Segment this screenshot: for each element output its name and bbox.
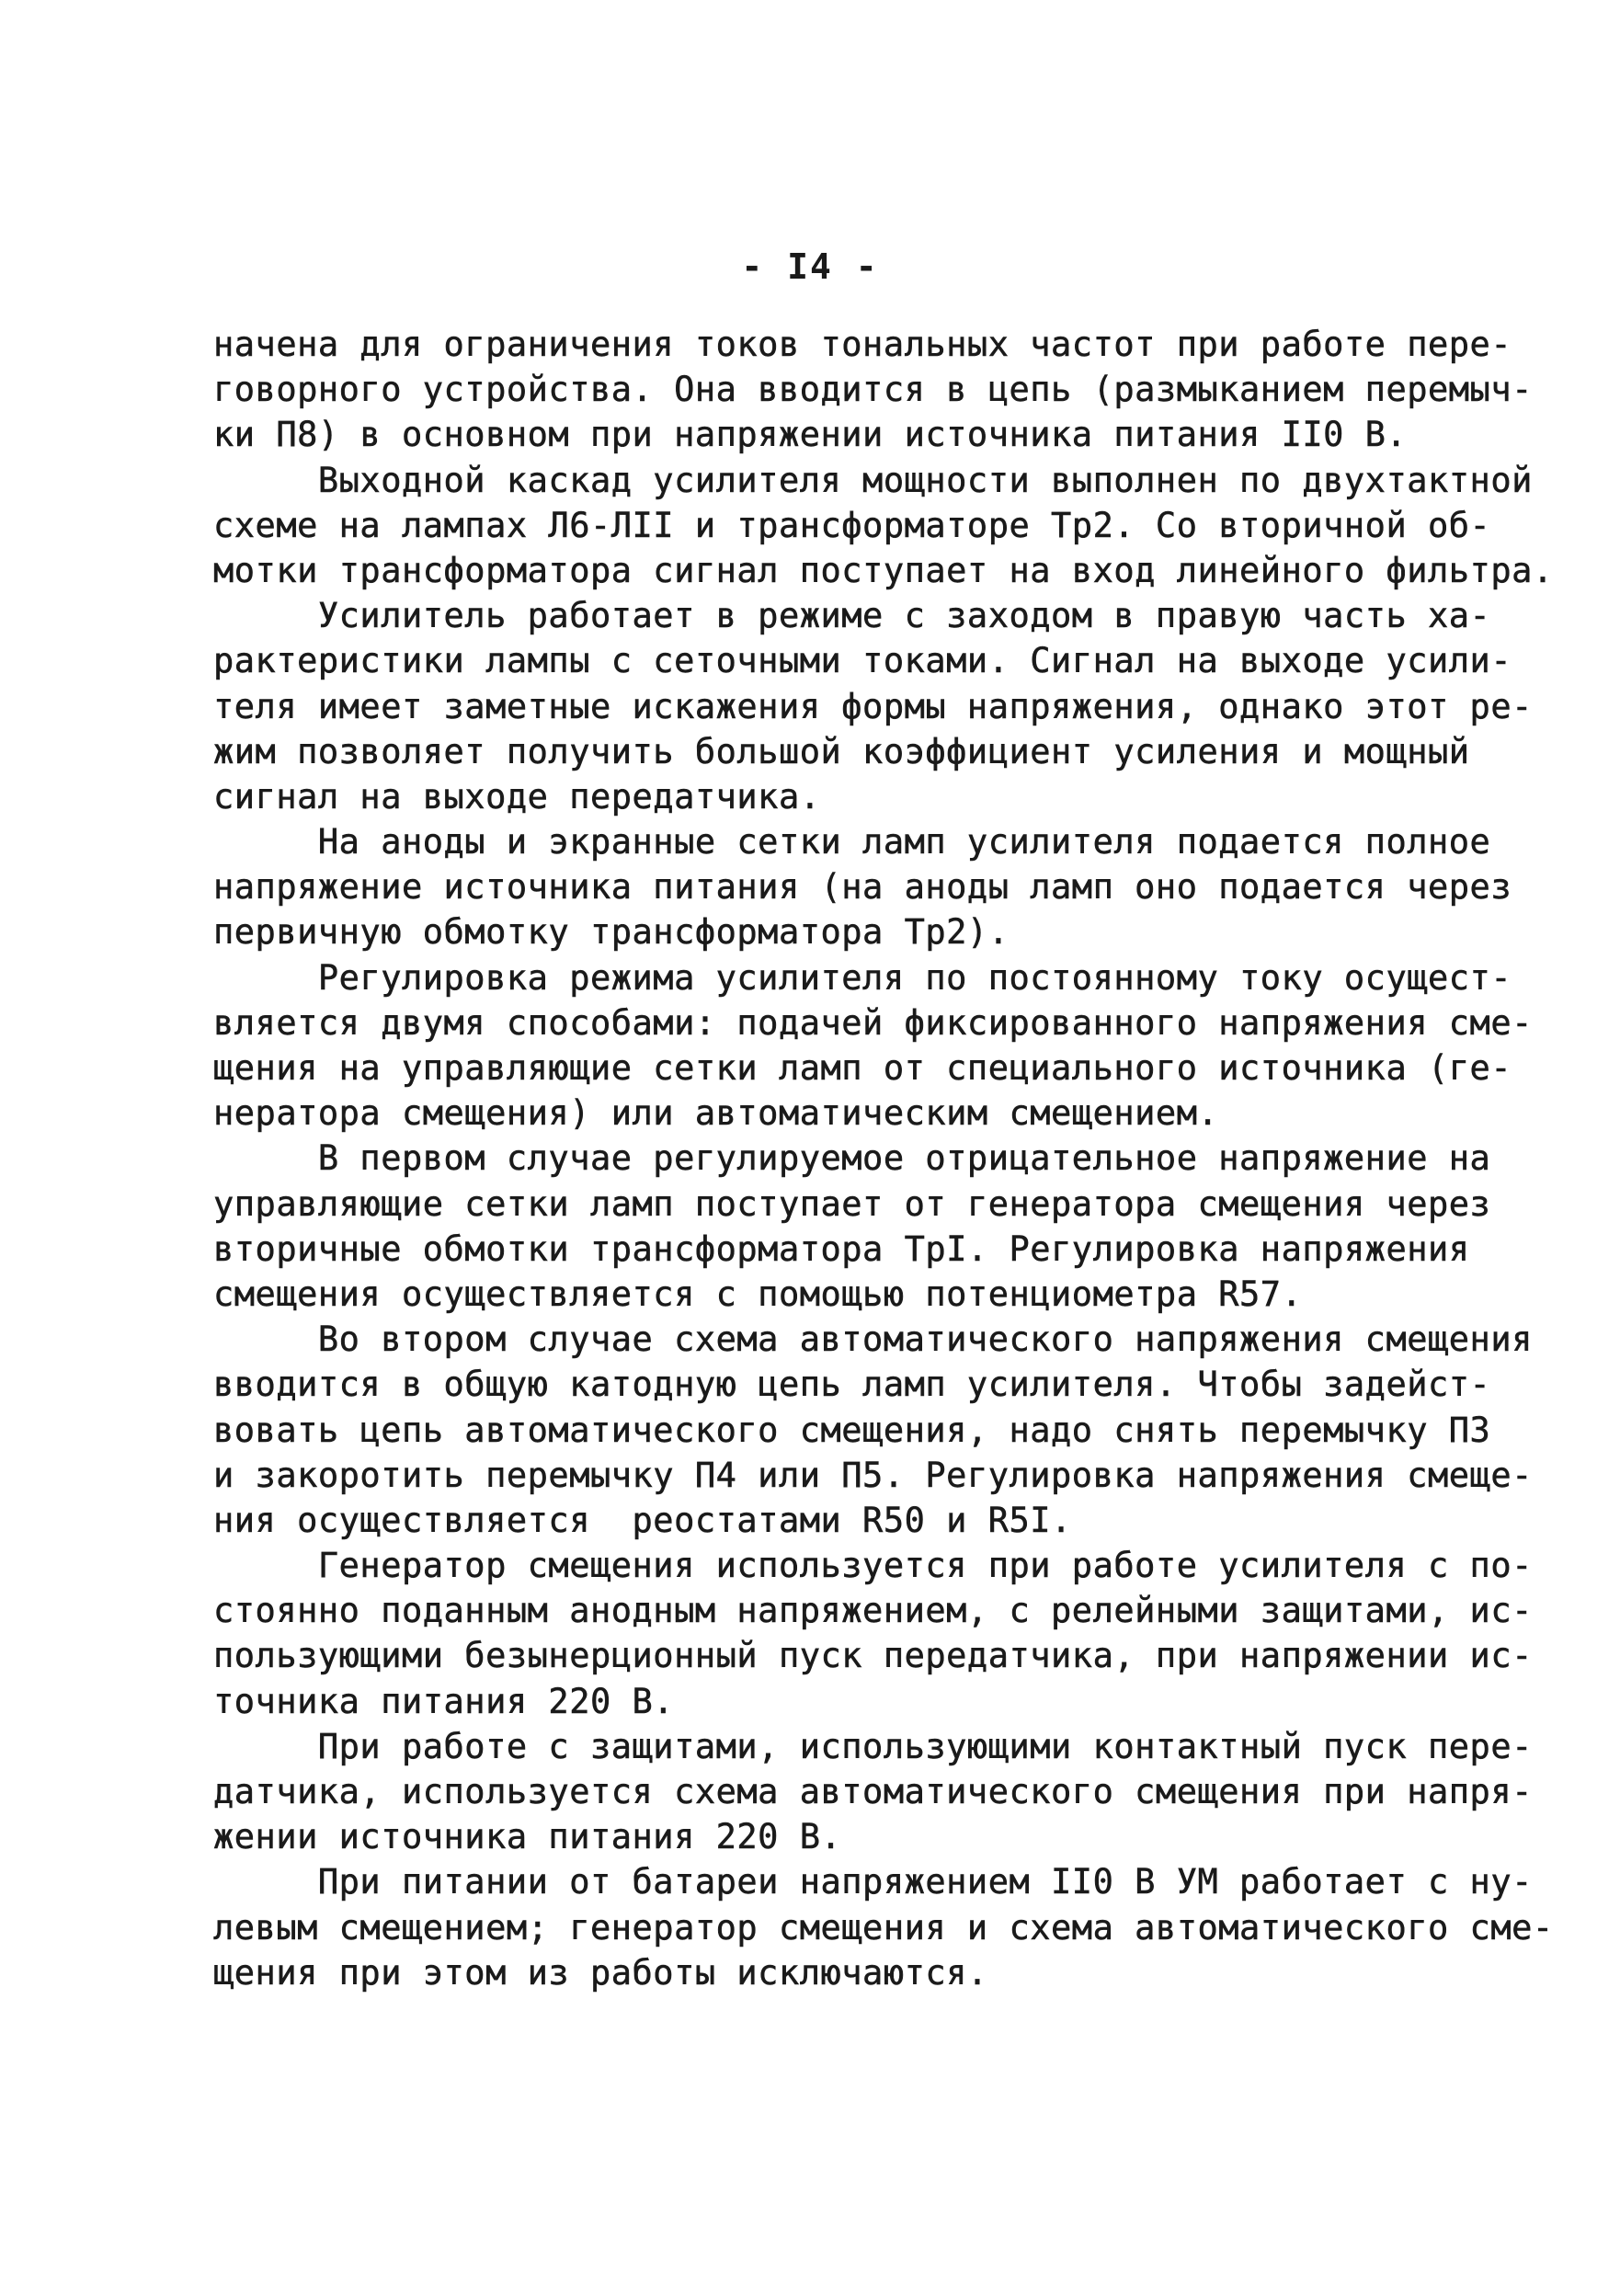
- text-line: и закоротить перемычку П4 или П5. Регулировка напряжения смеще-: [213, 1455, 1533, 1495]
- text-line: левым смещением; генератор смещения и схема автоматического сме-: [213, 1907, 1554, 1948]
- text-line: теля имеет заметные искажения формы напряжения, однако этот ре-: [213, 686, 1533, 726]
- text-line: первичную обмотку трансформатора Тр2).: [213, 912, 1010, 953]
- text-line: ки П8) в основном при напряжении источника питания II0 В.: [213, 415, 1408, 455]
- text-line: Выходной каскад усилителя мощности выполнен по двухтактной: [213, 460, 1533, 500]
- text-line: точника питания 220 В.: [213, 1681, 675, 1721]
- text-line: датчика, используется схема автоматического смещения при напря-: [213, 1772, 1533, 1811]
- text-line: В первом случае регулируемое отрицательное напряжение на: [213, 1138, 1491, 1179]
- text-line: мотки трансформатора сигнал поступает на вход линейного фильтра.: [213, 550, 1554, 590]
- text-line: щения на управляющие сетки ламп от специального источника (ге-: [213, 1048, 1512, 1088]
- text-line: При работе с защитами, использующими контактный пуск пере-: [213, 1726, 1533, 1766]
- text-line: схеме на лампах Л6-ЛII и трансформаторе Тр2. Со вторичной об-: [213, 505, 1491, 545]
- text-line: управляющие сетки ламп поступает от генератора смещения через: [213, 1183, 1491, 1224]
- text-line: жении источника питания 220 В.: [213, 1817, 842, 1857]
- text-line: При питании от батареи напряжением II0 В УМ работает с ну-: [213, 1862, 1533, 1902]
- text-line: стоянно поданным анодным напряжением, с релейными защитами, ис-: [213, 1591, 1533, 1631]
- text-line: Во втором случае схема автоматического напряжения смещения: [213, 1319, 1533, 1360]
- text-line: Регулировка режима усилителя по постоянному току осущест-: [213, 957, 1512, 998]
- text-line: ния осуществляется реостатами R50 и R5I.: [213, 1500, 1072, 1540]
- page-number: - I4 -: [741, 246, 879, 287]
- text-line: нератора смещения) или автоматическим смещением.: [213, 1093, 1219, 1134]
- text-line: пользующими безынерционный пуск передатчика, при напряжении ис-: [213, 1636, 1533, 1676]
- text-line: рактеристики лампы с сеточными токами. Сигнал на выходе усили-: [213, 641, 1512, 681]
- text-line: Усилитель работает в режиме с заходом в правую часть ха-: [213, 596, 1491, 636]
- text-line: вторичные обмотки трансформатора ТрI. Регулировка напряжения: [213, 1228, 1470, 1269]
- text-line: напряжение источника питания (на аноды ламп оно подается через: [213, 867, 1512, 908]
- text-line: смещения осуществляется с помощью потенциометра R57.: [213, 1274, 1303, 1314]
- text-line: начена для ограничения токов тональных частот при работе пере-: [213, 325, 1512, 364]
- text-line: На аноды и экранные сетки ламп усилителя подается полное: [213, 822, 1491, 862]
- text-line: говорного устройства. Она вводится в цепь (размыканием перемыч-: [213, 370, 1533, 410]
- text-line: щения при этом из работы исключаются.: [213, 1952, 988, 1993]
- text-line: вовать цепь автоматического смещения, надо снять перемычку П3: [213, 1410, 1491, 1450]
- body-text: [213, 322, 1554, 1995]
- text-line: Генератор смещения используется при работе усилителя с по-: [213, 1546, 1533, 1586]
- text-line: вводится в общую катодную цепь ламп усилителя. Чтобы задейст-: [213, 1365, 1491, 1405]
- text-line: сигнал на выходе передатчика.: [213, 776, 821, 817]
- text-line: вляется двумя способами: подачей фиксированного напряжения сме-: [213, 1002, 1533, 1043]
- text-line: жим позволяет получить большой коэффициент усиления и мощный: [213, 731, 1470, 771]
